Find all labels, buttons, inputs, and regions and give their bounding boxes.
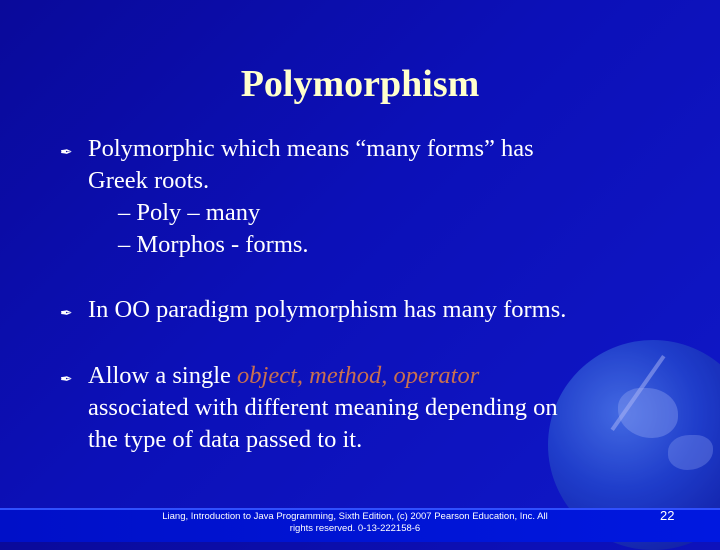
bullet-item [60, 360, 680, 456]
bullet-line: associated with different meaning depending on [88, 394, 558, 421]
footer-text [140, 511, 570, 535]
bullet-line: the type of data passed to it. [88, 426, 363, 453]
footer-line: Liang, Introduction to Java Programming, Sixth Edition, (c) 2007 Pearson Education, Inc. All [162, 511, 548, 522]
bullet-line: Allow a single [88, 362, 231, 389]
bullet-text [88, 133, 680, 261]
bullet-line: Polymorphic which means “many forms” has [88, 135, 534, 162]
footer-line: rights reserved. 0-13-222158-6 [289, 523, 421, 534]
bullet-accent-text: object, method, operator [237, 362, 480, 389]
bullet-item [60, 133, 680, 261]
sub-bullet: – Poly – many [118, 199, 261, 226]
bullet-text: In OO paradigm polymorphism has many forms. [88, 296, 567, 323]
bullet-item [60, 294, 680, 326]
quill-pen-icon: ✒ [60, 145, 73, 161]
slide-title: Polymorphism [240, 63, 480, 105]
bullet-line: Greek roots. [88, 167, 210, 194]
sub-bullet: – Morphos - forms. [118, 231, 309, 258]
page-number: 22 [660, 508, 675, 523]
bullet-text [88, 360, 680, 456]
quill-pen-icon: ✒ [60, 306, 73, 322]
quill-pen-icon: ✒ [60, 372, 73, 388]
